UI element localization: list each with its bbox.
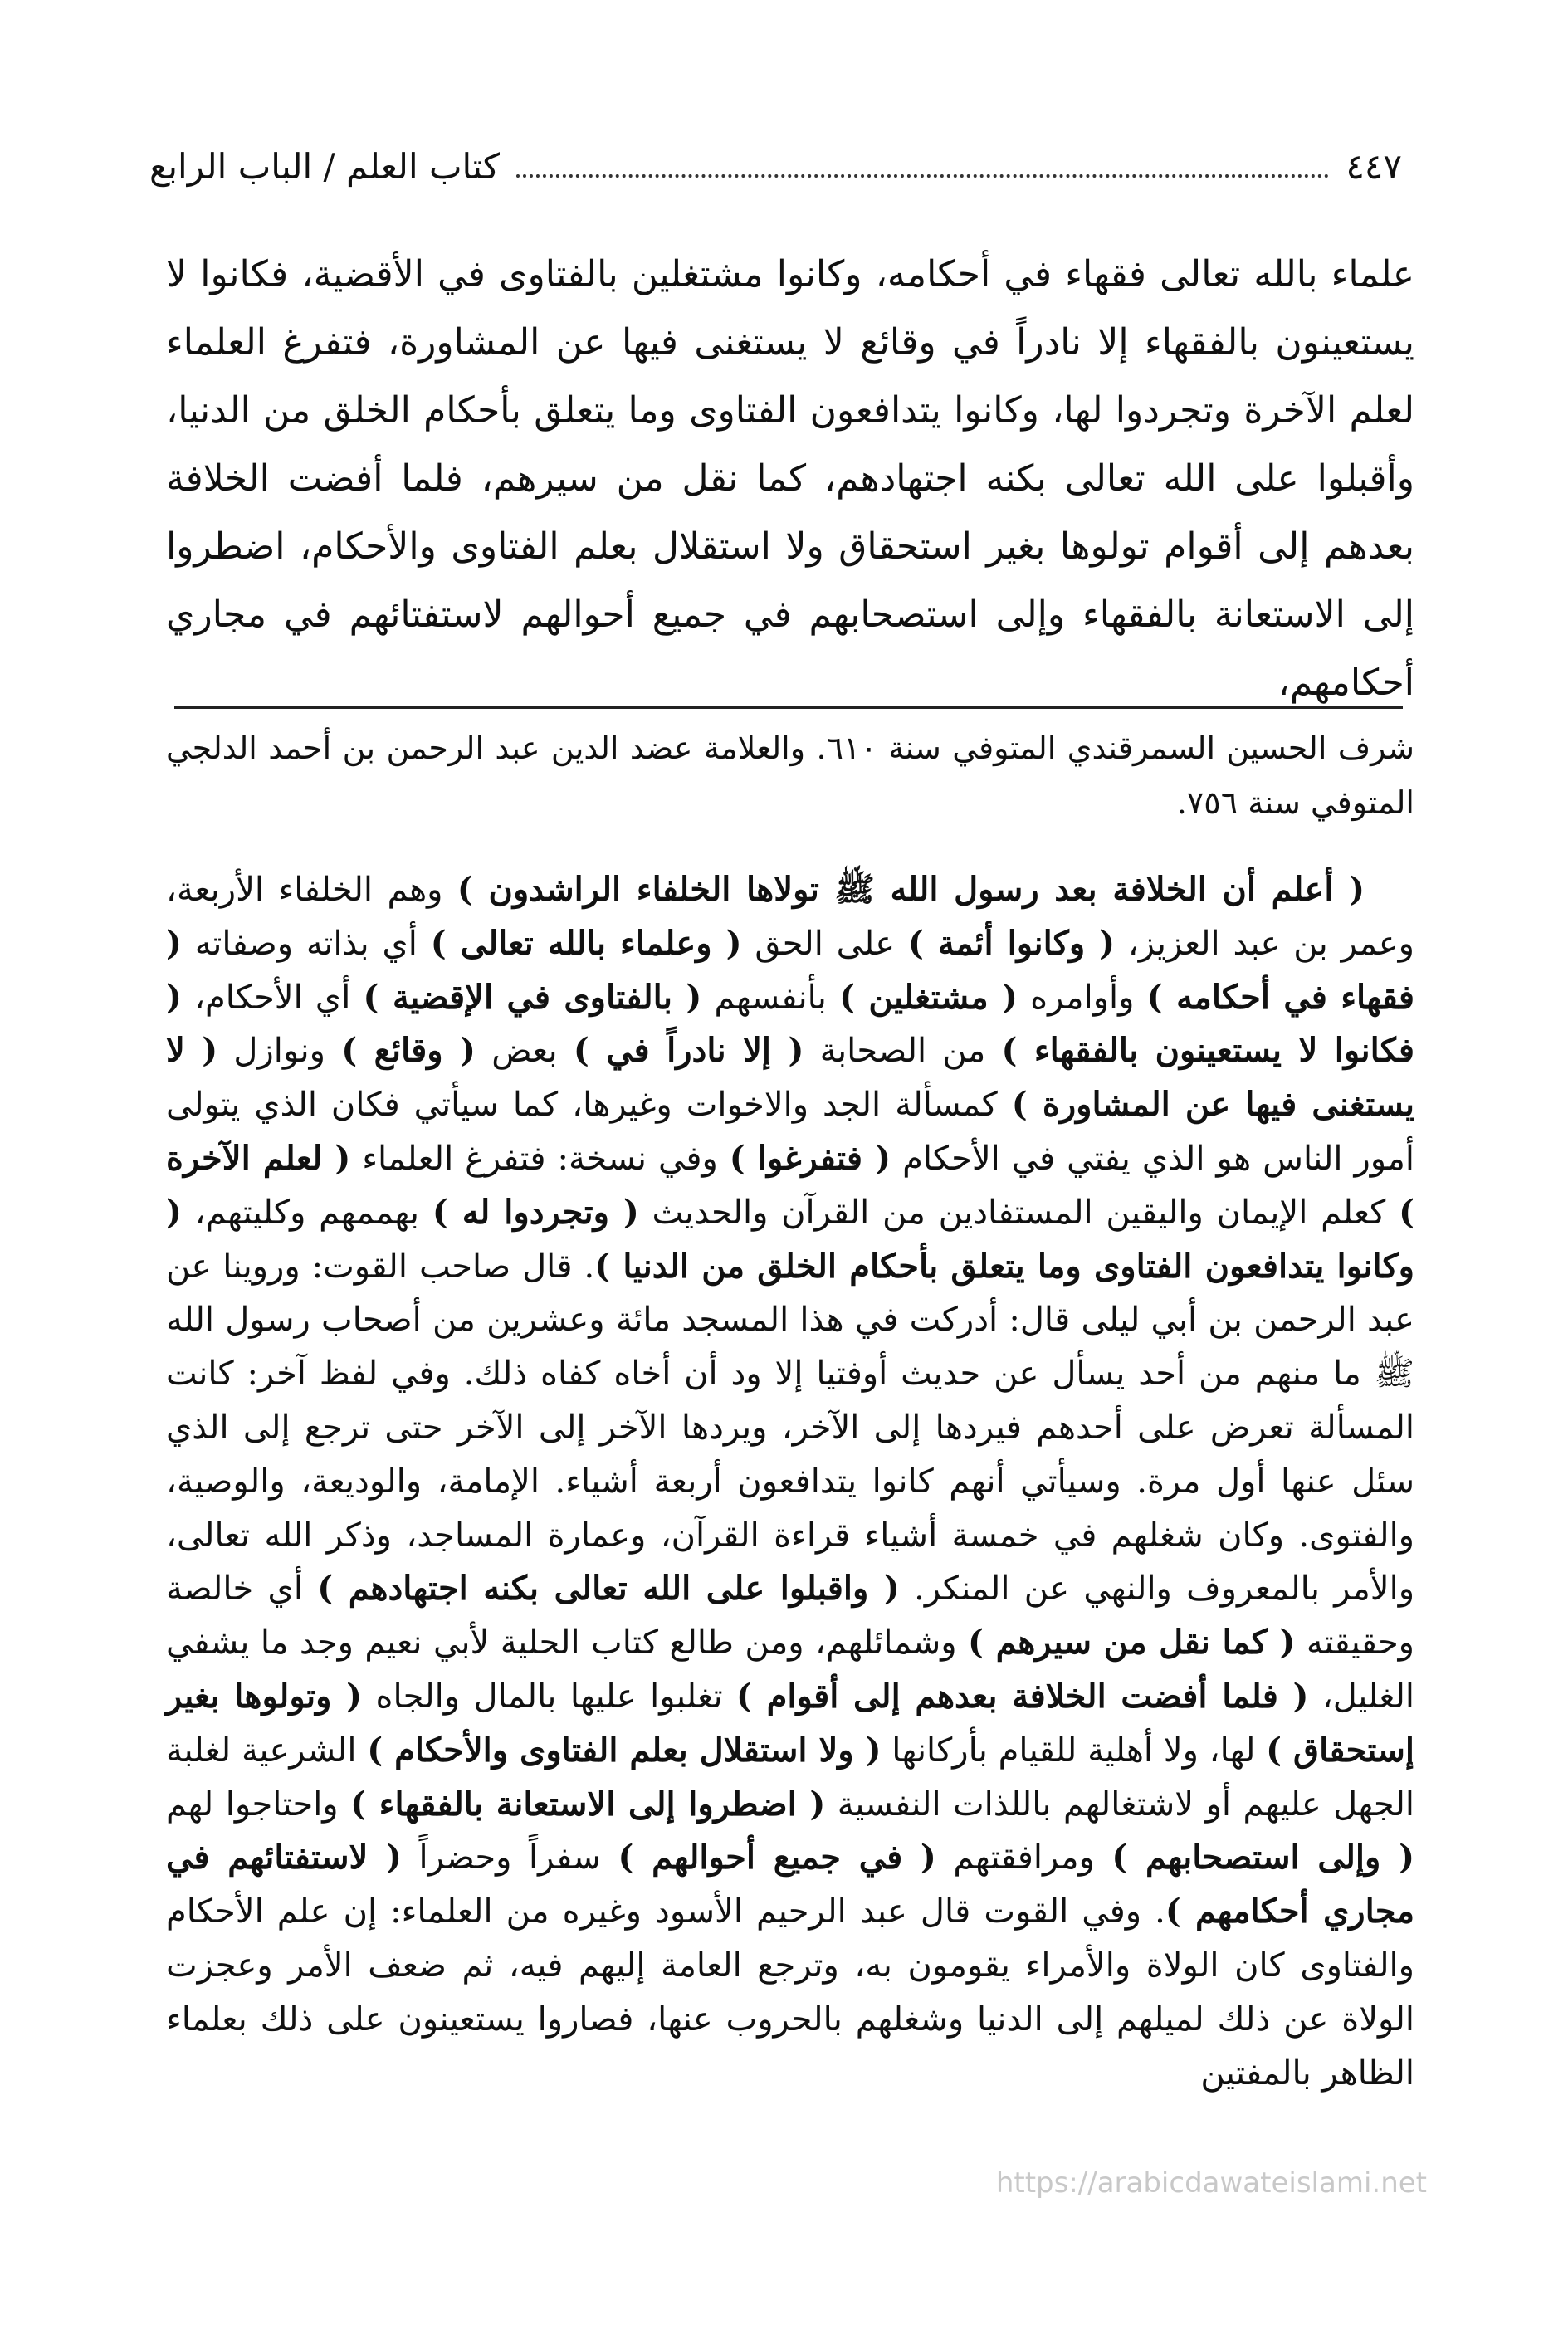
quoted-text: ( فكانوا لا يستعينون بالفقهاء ) <box>166 977 1415 1071</box>
commentary-text: ومرافقتهم <box>935 1839 1112 1878</box>
commentary-text: واحتاجوا لهم <box>166 1785 351 1824</box>
commentary-text: وفي نسخة: فتفرغ العلماء <box>350 1139 730 1178</box>
commentary-text: سفراً وحضراً <box>401 1839 618 1878</box>
commentary-text: بعض <box>475 1032 574 1071</box>
quoted-text: ( مشتغلين ) <box>839 977 1018 1017</box>
quoted-text: ( وعلماء بالله تعالى ) <box>430 923 742 963</box>
commentary-text: . وفي القوت قال عبد الرحيم الأسود وغيره من العلماء: إن علم الأحكام والفتاوى كان الولاة والأمراء يقومون به، وترجع العامة إليهم فيه، ثم ضعف الأمر وعجزت الولاة عن ذلك لميلهم إلى الدنيا وشغلهم بالحروب عنها، فصاروا يستعينون على ذلك بعلماء الظاهر بالمفتين <box>166 1892 1414 2093</box>
commentary-text: أي الأحكام، <box>181 978 364 1017</box>
leader-dots <box>516 174 1329 178</box>
commentary-text: كعلم الإيمان واليقين المستفادين من القرآن والحديث <box>638 1193 1399 1232</box>
footnote-divider <box>174 706 1403 709</box>
quoted-text: ( لاستفتائهم في مجاري أحكامهم ) <box>166 1838 1415 1931</box>
quoted-text: ( في جميع أحوالهم ) <box>618 1838 936 1878</box>
quoted-text: ( اضطروا إلى الاستعانة بالفقهاء ) <box>350 1784 826 1824</box>
commentary-text: وهم الخلفاء الأربعة، وعمر بن عبد العزيز، <box>166 871 1414 963</box>
quoted-text: ( لا يستغنى فيها عن المشاورة ) <box>166 1031 1414 1125</box>
quoted-text: ( فقهاء في أحكامه ) <box>166 923 1415 1017</box>
quoted-text: ( وإلى استصحابهم ) <box>1111 1838 1415 1878</box>
quoted-text: ( لعلم الآخرة ) <box>166 1138 1415 1232</box>
watermark-url: https://arabicdawateislami.net <box>995 2166 1427 2200</box>
quoted-text: ( بالفتاوى في الإقضية ) <box>363 977 702 1017</box>
quoted-text: ( وتولوها بغير إستحقاق ) <box>166 1676 1415 1770</box>
commentary-text: كمسألة الجد والاخوات وغيرها، كما سيأتي فكان الذي يتولى أمور الناس هو الذي يفتي في الأحكام <box>166 1086 1414 1178</box>
chapter-title: كتاب العلم / الباب الرابع <box>149 145 500 187</box>
commentary-text: وشمائلهم، ومن طالع كتاب الحلية لأبي نعيم وجد ما يشفي الغليل، <box>166 1624 1415 1716</box>
commentary-text: أي بذاته وصفاته <box>181 924 431 963</box>
main-text <box>166 241 1414 717</box>
footnote-text: شرف الحسين السمرقندي المتوفي سنة ٦١٠. والعلامة عضد الدين عبد الرحمن بن أحمد الدلجي المتوفي سنة ٧٥٦. <box>166 730 1414 821</box>
main-paragraph: علماء بالله تعالى فقهاء في أحكامه، وكانوا مشتغلين بالفتاوى في الأقضية، فكانوا لا يستعينون بالفقهاء إلا نادراً في وقائع لا يستغنى فيها عن المشاورة، فتفرغ العلماء لعلم الآخرة وتجردوا لها، وكانوا يتدافعون الفتاوى وما يتعلق بأحكام الخلق من الدنيا، وأقبلوا على الله تعالى بكنه اجتهادهم، كما نقل من سيرهم، فلما أفضت الخلافة بعدهم إلى أقوام تولوها بغير استحقاق ولا استقلال بعلم الفتاوى والأحكام، اضطروا إلى الاستعانة بالفقهاء وإلى استصحابهم في جميع أحوالهم لاستفتائهم في مجاري أحكامهم، <box>166 253 1414 704</box>
quoted-text: ( كما نقل من سيرهم ) <box>968 1623 1296 1663</box>
commentary-text: . قال صاحب القوت: وروينا عن عبد الرحمن بن أبي ليلى قال: أدركت في هذا المسجد مائة وعشرين من أصحاب رسول الله ﷺ ما منهم من أحد يسأل عن حديث أوفتيا إلا ود أن أخاه كفاه ذلك. وفي لفظ آخر: كانت المسألة تعرض على أحدهم فيردها إلى الآخر، ويردها الآخر إلى الآخر حتى ترجع إلى الذي سئل عنها أول مرة. وسيأتي أنهم كانوا يتدافعون أربعة أشياء. الإمامة، والوديعة، والوصية، والفتوى. وكان شغلهم في خمسة أشياء قراءة القرآن، وعمارة المساجد، وذكر الله تعالى، والأمر بالمعروف والنهي عن المنكر. <box>166 1247 1415 1609</box>
commentary-paragraph <box>166 863 1414 2100</box>
commentary <box>166 863 1414 2100</box>
quoted-text: ( وتجردوا له ) <box>432 1192 639 1232</box>
quoted-text: ( إلا نادراً في ) <box>573 1031 804 1071</box>
running-header <box>149 133 1402 199</box>
commentary-text: تغلبوا عليها بالمال والجاه <box>362 1677 737 1716</box>
quoted-text: ( فلما أفضت الخلافة بعدهم إلى أقوام ) <box>736 1676 1309 1716</box>
quoted-text: ( أعلم أن الخلافة بعد رسول الله ﷺ تولاها الخلفاء الراشدون ) <box>457 870 1365 909</box>
quoted-text: ( واقبلوا على الله تعالى بكنه اجتهادهم ) <box>317 1569 900 1609</box>
commentary-text: لها، ولا أهلية للقيام بأركانها <box>881 1731 1267 1770</box>
quoted-text: ( وقائع ) <box>341 1031 476 1071</box>
commentary-text: الشرعية لغلبة الجهل عليهم أو لاشتغالهم باللذات النفسية <box>166 1731 1415 1824</box>
quoted-text: ( وكانوا أئمة ) <box>907 923 1116 963</box>
quoted-text: ( ولا استقلال بعلم الفتاوى والأحكام ) <box>367 1730 882 1770</box>
commentary-text: بأنفسهم <box>701 978 840 1017</box>
commentary-text: ونوازل <box>217 1032 342 1071</box>
commentary-text: من الصحابة <box>804 1032 1002 1071</box>
commentary-text: على الحق <box>741 924 908 963</box>
commentary-text: بهممهم وكليتهم، <box>181 1193 432 1232</box>
quoted-text: ( وكانوا يتدافعون الفتاوى وما يتعلق بأحكام الخلق من الدنيا ) <box>166 1192 1415 1286</box>
commentary-text: أي خالصة وحقيقته <box>166 1570 1414 1663</box>
page-number: ٤٤٧ <box>1346 145 1402 187</box>
quoted-text: ( فتفرغوا ) <box>729 1138 891 1178</box>
commentary-text: وأوامره <box>1017 978 1147 1017</box>
footnote <box>166 720 1414 830</box>
